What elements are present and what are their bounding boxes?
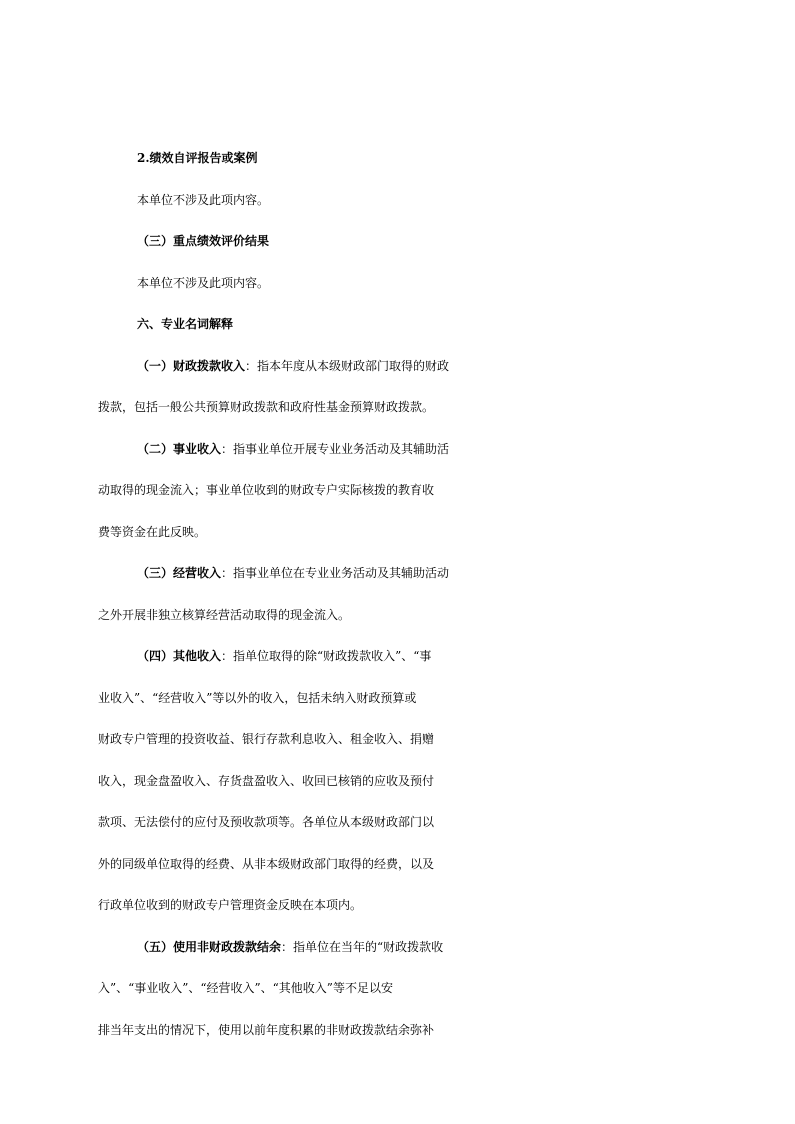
paragraph-not-applicable-1: 本单位不涉及此项内容。	[137, 193, 270, 207]
term-line: 排当年支出的情况下，使用以前年度积累的非财政拨款结余弥补	[98, 1023, 435, 1037]
term-line: 行政单位收到的财政专户管理资金反映在本项内。	[98, 898, 363, 912]
term-line: 拨款，包括一般公共预算财政拨款和政府性基金预算财政拨款。	[98, 400, 435, 414]
term-label: （二）事业收入	[137, 442, 222, 456]
term-label: （一）财政拨款收入	[137, 359, 246, 373]
term-line: 收入，现金盘盈收入、存货盘盈收入、收回已核销的应收及预付	[98, 774, 435, 788]
term-label: （五）使用非财政拨款结余	[137, 940, 282, 954]
term-line: 入”、“事业收入”、“经营收入”、“其他收入”等不足以安	[98, 981, 393, 995]
term-line: 财政专户管理的投资收益、银行存款利息收入、租金收入、捐赠	[98, 732, 435, 746]
term-line: 动取得的现金流入；事业单位收到的财政专户实际核拨的教育收	[98, 483, 435, 497]
term-line: 费等资金在此反映。	[98, 525, 207, 539]
term-label: （三）经营收入	[137, 566, 222, 580]
heading-key-evaluation-results: （三）重点绩效评价结果	[137, 234, 270, 248]
term-line: 外的同级单位取得的经费、从非本级财政部门取得的经费，以及	[98, 857, 435, 871]
term-line: （二）事业收入：指事业单位开展专业业务活动及其辅助活	[137, 442, 450, 456]
section-heading-glossary: 六、专业名词解释	[137, 317, 234, 331]
term-line: 业收入”、“经营收入”等以外的收入，包括未纳入财政预算或	[98, 691, 417, 705]
term-line: 之外开展非独立核算经营活动取得的现金流入。	[98, 608, 351, 622]
term-line: （五）使用非财政拨款结余：指单位在当年的“财政拨款收	[137, 940, 444, 954]
term-label: （四）其他收入	[137, 649, 222, 663]
paragraph-not-applicable-2: 本单位不涉及此项内容。	[137, 276, 270, 290]
term-line: （三）经营收入：指事业单位在专业业务活动及其辅助活动	[137, 566, 450, 580]
term-line: （一）财政拨款收入：指本年度从本级财政部门取得的财政	[137, 359, 450, 373]
term-line: 款项、无法偿付的应付及预收款项等。各单位从本级财政部门以	[98, 815, 435, 829]
term-line: （四）其他收入：指单位取得的除“财政拨款收入”、“事	[137, 649, 432, 663]
heading-performance-report: 2.绩效自评报告或案例	[137, 151, 258, 165]
